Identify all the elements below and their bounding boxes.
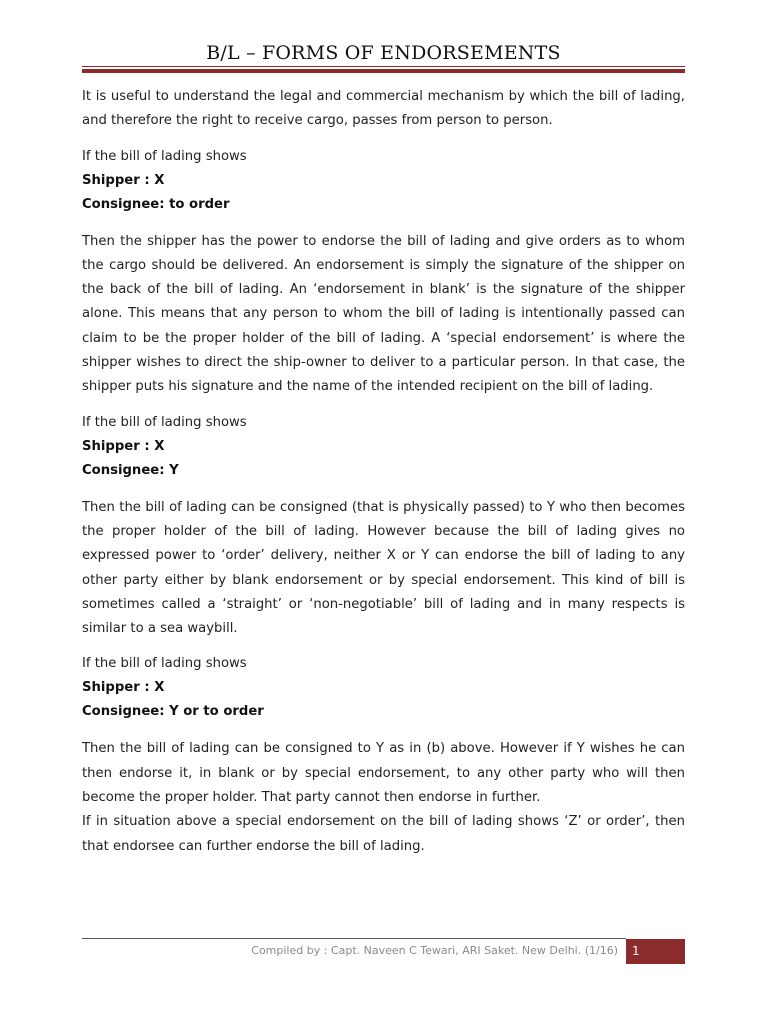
case2-consignee: Consignee: Y: [82, 462, 179, 478]
case1-shipper: Shipper : X: [82, 172, 165, 188]
document-body: [82, 85, 685, 870]
case1-consignee: Consignee: to order: [82, 196, 230, 212]
case1-explanation: Then the shipper has the power to endorse the bill of lading and give orders as to whom the cargo should be delivered. An endorsement is simply the signature of the shipper on the back of the bill of lading. An ‘endorsement in blank’ is the signature of the shipper alone. This means that any person to whom the bill of lading is intentionally passed can claim to be the proper holder of the bill of lading. A ‘special endorsement’ is where the shipper wishes to direct the ship-owner to deliver to a particular person. In that case, the shipper puts his signature and the name of the intended recipient on the bill of lading.: [82, 233, 685, 395]
case3-terms: [82, 652, 685, 724]
page-number-badge: 1: [626, 939, 685, 964]
case3-explanation: Then the bill of lading can be consigned to Y as in (b) above. However if Y wishes he can then endorse it, in blank or by special endorsement, to any other party who will then become the proper holder. That party cannot then endorse in further.: [82, 741, 685, 806]
footer-compiled-by: Compiled by : Capt. Naveen C Tewari, ARI Saket. New Delhi. (1/16): [251, 944, 618, 957]
case3-consignee: Consignee: Y or to order: [82, 704, 264, 720]
case2-lead: If the bill of lading shows: [82, 414, 247, 430]
case2-terms: [82, 411, 685, 483]
case3-extra: If in situation above a special endorsement on the bill of lading shows ‘Z’ or order’, then that endorsee can further endorse the bill of lading.: [82, 814, 685, 854]
case3-shipper: Shipper : X: [82, 680, 165, 696]
title-rule-thick: [82, 69, 685, 73]
case3-lead: If the bill of lading shows: [82, 656, 247, 672]
case2-explanation: Then the bill of lading can be consigned (that is physically passed) to Y who then becomes the proper holder of the bill of lading. However because the bill of lading gives no expressed power to ‘order’ delivery, neither X or Y can endorse the bill of lading to any other party either by blank endorsement or by special endorsement. This kind of bill is sometimes called a ‘straight’ or ‘non-negotiable’ bill of lading and in many respects is similar to a sea waybill.: [82, 499, 685, 637]
case1-lead: If the bill of lading shows: [82, 148, 247, 164]
intro-paragraph: It is useful to understand the legal and commercial mechanism by which the bill of lading, and therefore the right to receive cargo, passes from person to person.: [82, 89, 685, 129]
footer-rule: [82, 938, 626, 939]
case1-terms: [82, 145, 685, 217]
page-title: B/L – FORMS OF ENDORSEMENTS: [206, 42, 561, 64]
case2-shipper: Shipper : X: [82, 438, 165, 454]
title-rule-thin: [82, 66, 685, 67]
